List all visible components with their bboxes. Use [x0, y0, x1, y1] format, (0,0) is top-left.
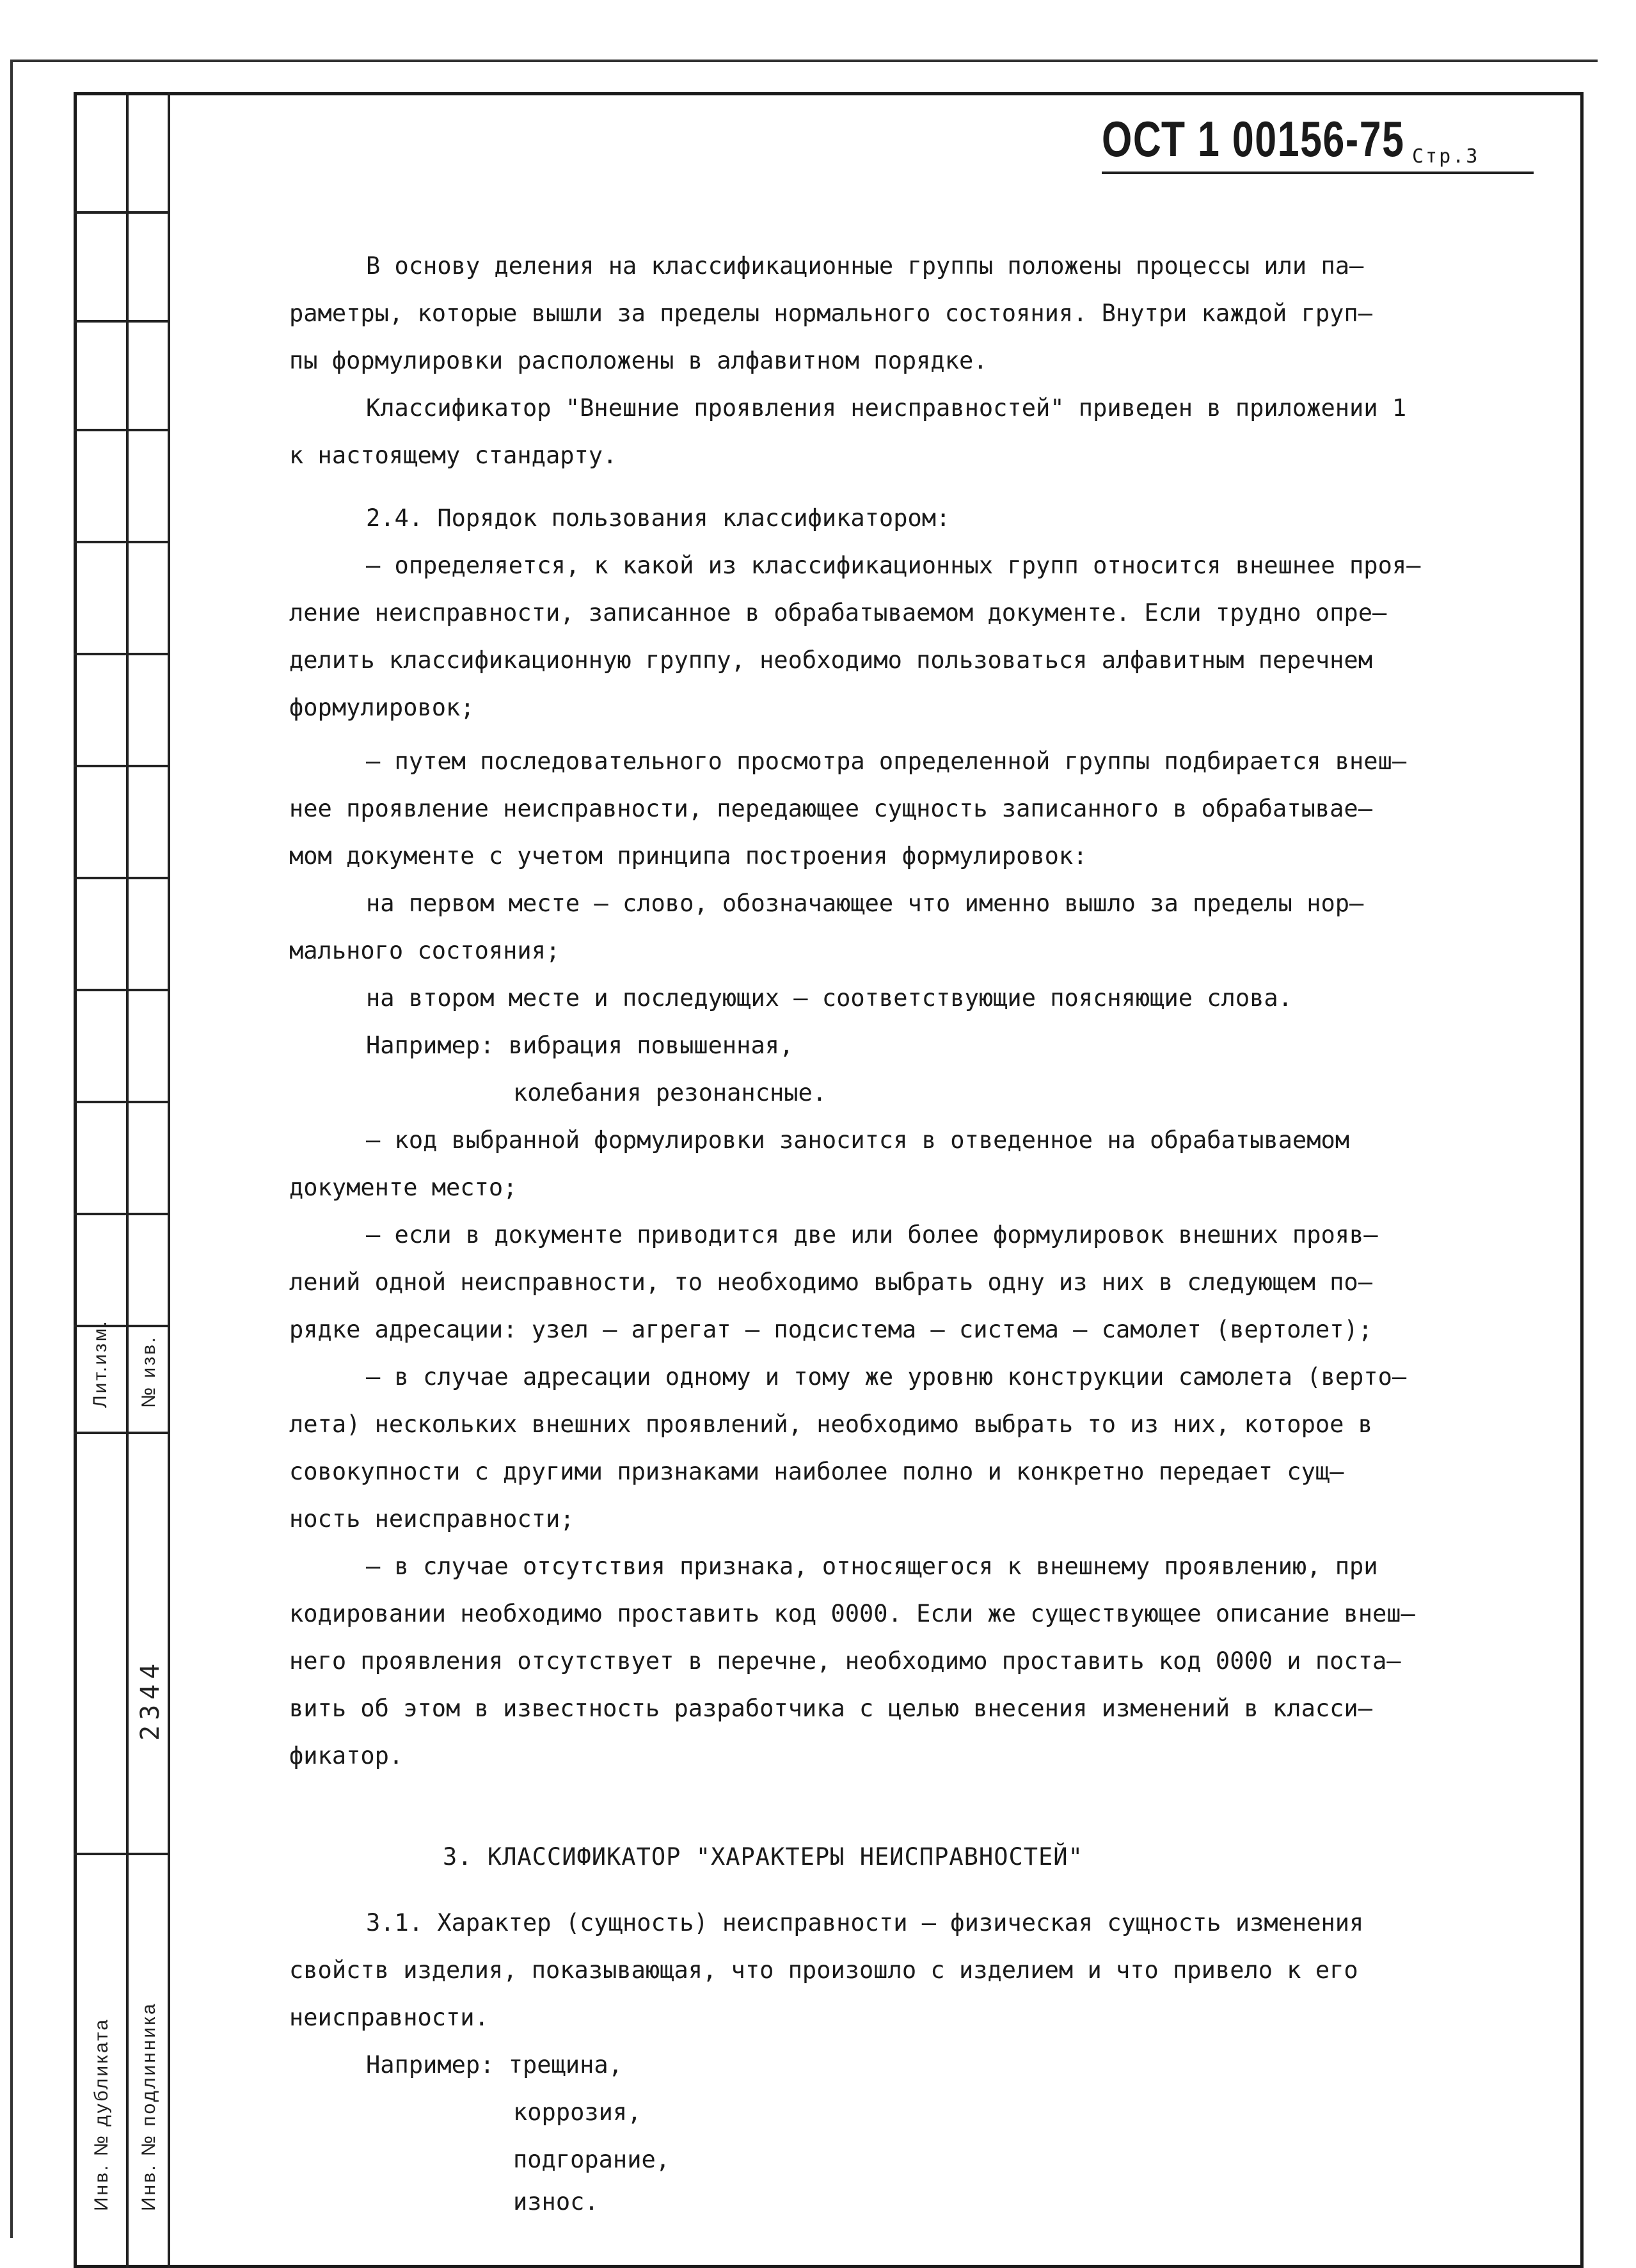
body-line: к настоящему стандарту.: [289, 442, 617, 469]
body-line: – в случае адресации одному и тому же уровню конструкции самолета (верто–: [366, 1363, 1407, 1391]
body-line: – если в документе приводится две или более формулировок внешних прояв–: [366, 1221, 1378, 1249]
section-heading: 3. КЛАССИФИКАТОР "ХАРАКТЕРЫ НЕИСПРАВНОСТЕЙ": [443, 1843, 1083, 1871]
stamp-row-line: [74, 653, 170, 655]
body-line: кодировании необходимо проставить код 0000. Если же существующее описание внеш–: [289, 1600, 1415, 1627]
stamp-row-line: [74, 1213, 170, 1215]
stamp-row-line: [74, 541, 170, 543]
body-line: Например: вибрация повышенная,: [366, 1032, 794, 1059]
stamp-row-line: [74, 1101, 170, 1103]
stamp-row-line: [74, 320, 170, 323]
body-line: фикатор.: [289, 1742, 404, 1769]
body-line: рядке адресации: узел – агрегат – подсистема – система – самолет (вертолет);: [289, 1316, 1372, 1343]
body-line: – код выбранной формулировки заносится в отведенное на обрабатываемом: [366, 1126, 1350, 1154]
stamp-no-izv-label: № изв.: [138, 1335, 159, 1408]
body-line: него проявления отсутствует в перечне, необходимо проставить код 0000 и поста–: [289, 1647, 1401, 1675]
body-line: совокупности с другими признаками наиболее полно и конкретно передает сущ–: [289, 1458, 1344, 1485]
body-line: лета) нескольких внешних проявлений, необходимо выбрать то из них, которое в: [289, 1410, 1372, 1438]
body-line: формулировок;: [289, 694, 475, 721]
body-line: В основу деления на классификационные группы положены процессы или па–: [366, 252, 1364, 280]
body-line: – определяется, к какой из классификационных групп относится внешнее проя–: [366, 552, 1421, 579]
stamp-inv-dublikata-label: Инв. № дубликата: [91, 2017, 112, 2211]
document-header: [1102, 110, 1534, 174]
body-line: неисправности.: [289, 2004, 489, 2031]
page-number: Стр.3: [1412, 145, 1480, 168]
body-line: колебания резонансные.: [513, 1079, 827, 1106]
stamp-row-line: [74, 765, 170, 767]
body-line: вить об этом в известность разработчика с целью внесения изменений в класси–: [289, 1695, 1372, 1722]
body-line: мом документе с учетом принципа построения формулировок:: [289, 842, 1088, 870]
body-line: – путем последовательного просмотра определенной группы подбирается внеш–: [366, 747, 1407, 775]
body-line: износ.: [513, 2188, 599, 2216]
body-line: ность неисправности;: [289, 1505, 575, 1533]
standard-code: ОСТ 1 00156-75: [1102, 111, 1405, 167]
body-line: пы формулировки расположены в алфавитном порядке.: [289, 347, 988, 374]
body-line: нее проявление неисправности, передающее сущность записанного в обрабатывае–: [289, 795, 1372, 822]
stamp-column-divider: [126, 92, 129, 2268]
stamp-row-line: [74, 989, 170, 991]
stamp-row-line: [74, 211, 170, 214]
stamp-row-line: [74, 429, 170, 431]
body-line: Например: трещина,: [366, 2051, 623, 2079]
body-line: на первом месте – слово, обозначающее что именно вышло за пределы нор–: [366, 890, 1364, 917]
body-line: – в случае отсутствия признака, относящегося к внешнему проявлению, при: [366, 1553, 1378, 1580]
section-item-heading: 2.4. Порядок пользования классификатором:: [366, 504, 951, 532]
body-line: лений одной неисправности, то необходимо выбрать одну из них в следующем по–: [289, 1268, 1372, 1296]
stamp-column-divider: [168, 92, 170, 2268]
body-line: ление неисправности, записанное в обрабатываемом документе. Если трудно опре–: [289, 599, 1387, 627]
body-line: делить классификационную группу, необходимо пользоваться алфавитным перечнем: [289, 646, 1372, 674]
body-line: Классификатор "Внешние проявления неисправностей" приведен в приложении 1: [366, 394, 1407, 422]
body-line: на втором месте и последующих – соответствующие поясняющие слова.: [366, 984, 1292, 1012]
body-line: подгорание,: [513, 2146, 671, 2173]
stamp-row-line: [74, 877, 170, 879]
body-line: коррозия,: [513, 2098, 642, 2126]
body-line: документе место;: [289, 1174, 518, 1201]
stamp-lit-izm-label: Лит.изм.: [90, 1319, 111, 1408]
stamp-row-line: [74, 1325, 170, 1327]
stamp-inv-podlinnika-label: Инв. № подлинника: [138, 2002, 159, 2211]
stamp-row-line: [74, 1853, 170, 1855]
body-line: раметры, которые вышли за пределы нормального состояния. Внутри каждой груп–: [289, 299, 1372, 327]
body-line: мального состояния;: [289, 937, 560, 964]
body-line: 3.1. Характер (сущность) неисправности – физическая сущность изменения: [366, 1909, 1364, 1937]
stamp-document-number: 2344: [136, 1658, 165, 1741]
body-line: свойств изделия, показывающая, что произошло с изделием и что привело к его: [289, 1956, 1358, 1984]
stamp-row-line: [74, 1432, 170, 1434]
